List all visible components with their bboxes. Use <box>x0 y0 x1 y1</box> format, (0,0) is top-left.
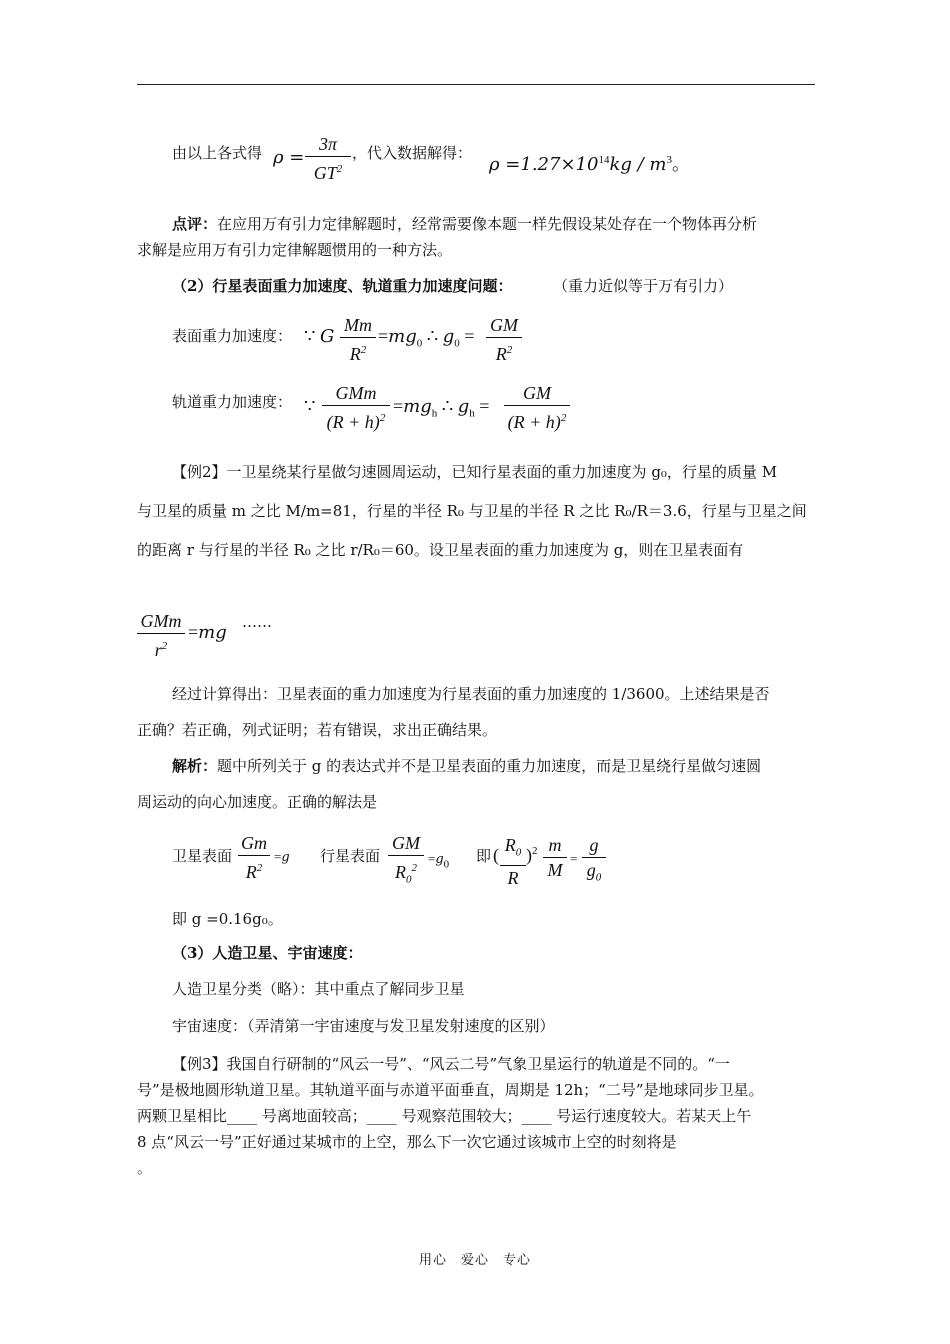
comment-line: 点评：在应用万有引力定律解题时，经常需要像本题一样先假设某处存在一个物体再分析 <box>172 215 758 233</box>
ji-label: 即 <box>476 847 492 865</box>
fraction-denominator: $GT^2$ <box>313 163 343 183</box>
fraction-gmm-rh2: GMm $(R + h)^2$ <box>322 382 390 433</box>
example-3-line: 。 <box>137 1159 153 1177</box>
formula-orbit-since: ∵ <box>304 396 316 416</box>
section-title: （3）人造卫星、宇宙速度： <box>172 944 363 962</box>
formula-equals-g: =g <box>274 849 290 865</box>
fraction-bar <box>305 156 351 157</box>
analysis-line: 解析：题中所列关于 g 的表达式并不是卫星表面的重力加速度，而是卫星绕行星做匀速圆 <box>172 757 762 775</box>
text-line: 求解是应用万有引力定律解题惯用的一种方法。 <box>137 241 453 259</box>
text-line: 经过计算得出：卫星表面的重力加速度为行星表面的重力加速度的 1/3600。上述结果是否 <box>172 685 770 703</box>
fraction-gm-r0sq: GM $R_0^2$ <box>388 832 424 891</box>
result-line: 即 g =0.16g₀。 <box>172 910 283 928</box>
example-3-line: 【例3】我国自行研制的“风云一号”、“风云二号”气象卫星运行的轨道是不同的。“一 <box>172 1055 730 1073</box>
example-2-line: 与卫星的质量 m 之比 M/m=81，行星的半径 R₀ 与卫星的半径 R 之比 R₀/R＝3.6，行星与卫星之间 <box>137 502 807 520</box>
equals-sign: = <box>570 851 578 866</box>
paren-open: ( <box>493 845 499 865</box>
fraction-m-M: m M <box>543 834 567 881</box>
formula-equals-mg0: $=mg_0$ ∴ $g_0$ = <box>378 326 475 350</box>
fraction-gm-r2-sat: Gm $R^2$ <box>238 832 270 883</box>
planet-surface-label: 行星表面 <box>320 847 381 865</box>
example-2-line: 【例2】一卫星绕某行星做匀速圆周运动，已知行星表面的重力加速度为 g₀，行星的质量 M <box>172 463 778 481</box>
formula-equals-mgh: $=mg_h$ ∴ $g_h$ = <box>393 396 490 420</box>
page-footer: 用心 爱心 专心 <box>418 1253 531 1268</box>
formula-surface-gravity: ∵ G <box>304 326 335 347</box>
fraction-g-g0: g $g_0$ <box>582 834 606 889</box>
text-line: 人造卫星分类（略）：其中重点了解同步卫星 <box>172 980 465 998</box>
formula-equals-g0: $=g_0$ <box>428 851 450 871</box>
fraction-gm-r2: GM $R^2$ <box>486 314 522 365</box>
satellite-surface-label: 卫星表面 <box>172 847 233 865</box>
orbit-gravity-label: 轨道重力加速度： <box>172 393 293 411</box>
fraction-r0-r: $R_0$ R <box>500 834 526 889</box>
fraction-numerator: 3π <box>318 134 338 154</box>
example-2-line: 的距离 r 与行星的半径 R₀ 之比 r/R₀＝60。设卫星表面的重力加速度为 g，则在卫星表面有 <box>137 541 744 559</box>
text-line: 宇宙速度：（弄清第一宇宙速度与发卫星发射速度的区别） <box>172 1017 555 1035</box>
fraction-gmm-r2: GMm $r^2$ <box>137 610 185 661</box>
fraction-mm-r2: Mm $R^2$ <box>340 314 376 365</box>
formula-rho-fraction <box>305 133 351 184</box>
formula-equals-mg: =mg <box>188 622 227 643</box>
example-3-line: 号”是极地圆形轨道卫星。其轨道平面与赤道平面垂直，周期是 12h；“二号”是地球同步卫星。 <box>137 1081 764 1099</box>
text-line: 由以上各式得 <box>172 144 263 162</box>
example-3-line: 8 点“风云一号”正好通过某城市的上空，那么下一次它通过该城市上空的时刻将是 <box>137 1133 677 1151</box>
section-note: （重力近似等于万有引力） <box>553 277 734 295</box>
ellipsis: …… <box>242 613 272 631</box>
text-line: 正确？若正确，列式证明；若有错误，求出正确结果。 <box>137 721 498 739</box>
surface-gravity-label: 表面重力加速度： <box>172 327 293 345</box>
example-3-line: 两颗卫星相比____ 号离地面较高；____ 号观察范围较大；____ 号运行速度较大。若某天上午 <box>137 1107 752 1125</box>
formula-rho-lhs: ρ = <box>273 147 305 168</box>
header-rule <box>137 84 815 85</box>
text-line: 周运动的向心加速度。正确的解法是 <box>137 793 378 811</box>
paren-close-sq: )$^2$ <box>526 845 538 865</box>
text-line: ，代入数据解得： <box>352 144 473 162</box>
section-title: （2）行星表面重力加速度、轨道重力加速度问题： <box>172 277 513 295</box>
fraction-gm-rh2: GM $(R + h)^2$ <box>504 382 570 433</box>
formula-rho-value: $\rho =1.27\times 10^{14}kg / m^3$。 <box>489 154 690 175</box>
